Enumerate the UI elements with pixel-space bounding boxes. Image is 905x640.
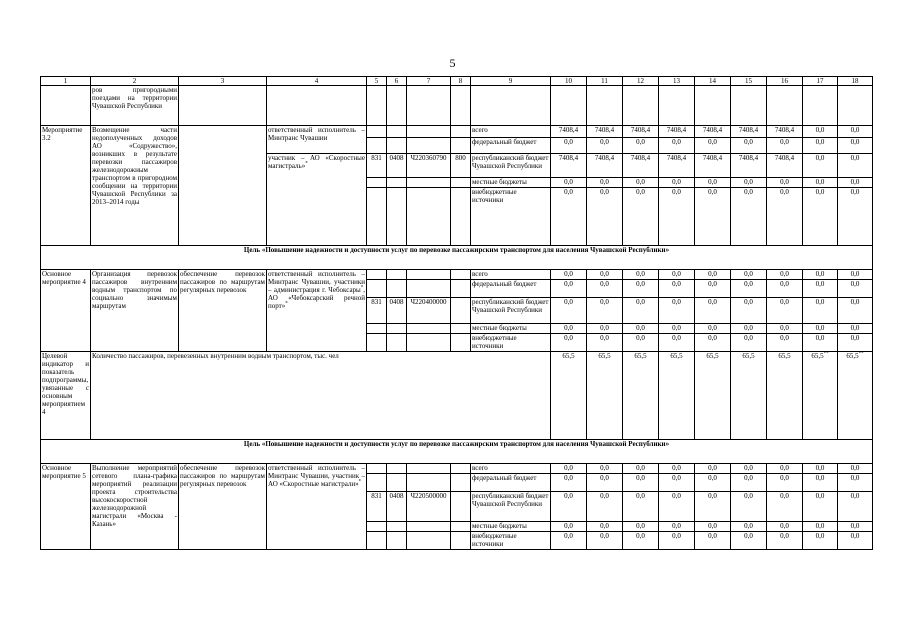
- value-cell: 0,0: [731, 188, 767, 246]
- value-cell: 0,0: [838, 522, 873, 532]
- funding-source: федеральный бюджет: [471, 474, 551, 492]
- measure-name: Мероприятие 3.2: [41, 126, 91, 246]
- code-cell: Ч220500000: [407, 492, 451, 522]
- value-cell: 0,0: [551, 138, 587, 154]
- value-cell: 0,0: [803, 270, 838, 280]
- value-cell: 0,0: [659, 178, 695, 188]
- value-cell: 0,0: [623, 138, 659, 154]
- funding-source: федеральный бюджет: [471, 280, 551, 298]
- value-cell: 0,0: [587, 522, 623, 532]
- responsible: ответственный исполнитель – Минтранс Чувашии, участник – АО «Скоростные магистрали»*: [267, 464, 367, 550]
- col-header: 9: [471, 77, 551, 86]
- value-cell: 0,0: [551, 532, 587, 550]
- value-cell: 0,0: [803, 298, 838, 324]
- funding-source: федеральный бюджет: [471, 138, 551, 154]
- value-cell: 0,0: [587, 324, 623, 334]
- value-cell: 0,0: [587, 532, 623, 550]
- value-cell: 0,0: [587, 334, 623, 352]
- value-cell: 0,0: [767, 324, 803, 334]
- value-cell: 0,0: [695, 138, 731, 154]
- value-cell: 0,0: [551, 464, 587, 474]
- value-cell: 0,0: [838, 532, 873, 550]
- value-cell: 0,0: [659, 138, 695, 154]
- value-cell: 0,0: [551, 188, 587, 246]
- funding-source: всего: [471, 464, 551, 474]
- funding-source: республиканский бюджет Чувашской Республики: [471, 154, 551, 178]
- value-cell: 0,0: [551, 178, 587, 188]
- measure-name: Основное мероприятие 4: [41, 270, 91, 352]
- value-cell: 0,0: [767, 270, 803, 280]
- value-cell: 0,0: [623, 324, 659, 334]
- value-cell: 0,0: [623, 270, 659, 280]
- value-cell: 0,0: [659, 474, 695, 492]
- value-cell: 0,0: [623, 532, 659, 550]
- value-cell: 7408,4: [731, 154, 767, 178]
- indicator-row: [41, 352, 873, 440]
- value-cell: 0,0: [551, 270, 587, 280]
- funding-source: республиканский бюджет Чувашской Республики: [471, 298, 551, 324]
- col-header: 15: [731, 77, 767, 86]
- funding-source: внебюджетные источники: [471, 334, 551, 352]
- value-cell: 0,0: [838, 474, 873, 492]
- funding-source: местные бюджеты: [471, 178, 551, 188]
- column-number-row: [41, 77, 873, 86]
- value-cell: 0,0: [659, 522, 695, 532]
- col-header: 2: [91, 77, 179, 86]
- value-cell: 0,0: [623, 522, 659, 532]
- value-cell: 65,5: [659, 352, 695, 440]
- col-header: 7: [407, 77, 451, 86]
- value-cell: 0,0: [838, 178, 873, 188]
- value-cell: 0,0: [803, 334, 838, 352]
- value-cell: 0,0: [731, 298, 767, 324]
- value-cell: 0,0: [623, 298, 659, 324]
- value-cell: 0,0: [551, 492, 587, 522]
- measure-description: Выполнение мероприятий сетевого плана-графика мероприятий реализации проекта строительства высокоскоростной железнодорожной магистрали «Москва - Казань»: [91, 464, 179, 550]
- goal-heading: Цель «Повышение надежности и доступности услуг по перевозке пассажирским транспортом для населения Чувашской Республики»: [41, 440, 873, 464]
- table-row: [41, 270, 873, 280]
- col-header: 17: [803, 77, 838, 86]
- value-cell: 7408,4: [623, 154, 659, 178]
- goal-row: [41, 440, 873, 464]
- value-cell: 0,0: [587, 298, 623, 324]
- value-cell: 0,0: [803, 492, 838, 522]
- value-cell: 0,0: [803, 522, 838, 532]
- value-cell: 0,0: [623, 464, 659, 474]
- value-cell: 0,0: [838, 298, 873, 324]
- value-cell: 0,0: [623, 334, 659, 352]
- value-cell: 0,0: [551, 522, 587, 532]
- value-cell: 0,0: [551, 334, 587, 352]
- funding-source: всего: [471, 270, 551, 280]
- value-cell: 65,5: [695, 352, 731, 440]
- value-cell: 0,0: [803, 474, 838, 492]
- col-header: 4: [267, 77, 367, 86]
- value-cell: 0,0: [695, 188, 731, 246]
- value-cell: 7408,4: [587, 154, 623, 178]
- value-cell: 0,0: [623, 188, 659, 246]
- col-header: 18: [838, 77, 873, 86]
- value-cell: 0,0: [695, 334, 731, 352]
- value-cell: 0,0: [803, 126, 838, 138]
- value-cell: 0,0: [803, 280, 838, 298]
- value-cell: 0,0: [551, 298, 587, 324]
- value-cell: 0,0: [767, 474, 803, 492]
- value-cell: 0,0: [623, 280, 659, 298]
- value-cell: 0,0: [767, 522, 803, 532]
- measure-description: Организация перевозок пассажиров внутренним водным транспортом по социально значимым маршрутам: [91, 270, 179, 352]
- value-cell: 0,0: [551, 280, 587, 298]
- value-cell: 0,0: [838, 154, 873, 178]
- code-cell: 800: [451, 154, 471, 178]
- value-cell: 0,0: [587, 492, 623, 522]
- col-header: 11: [587, 77, 623, 86]
- value-cell: 0,0: [659, 270, 695, 280]
- value-cell: 0,0: [551, 474, 587, 492]
- page-number: 5: [449, 56, 456, 70]
- value-cell: 0,0: [659, 280, 695, 298]
- value-cell: 0,0: [587, 188, 623, 246]
- measure-name: Основное мероприятие 5: [41, 464, 91, 550]
- funding-source: внебюджетные источники: [471, 532, 551, 550]
- value-cell: 0,0: [731, 464, 767, 474]
- value-cell: 65,5: [587, 352, 623, 440]
- code-cell: 831: [367, 298, 387, 324]
- indicator-text: Количество пассажиров, перевезенных внутренним водным транспортом, тыс. чел: [91, 352, 551, 440]
- value-cell: 0,0: [587, 178, 623, 188]
- funding-source: республиканский бюджет Чувашской Республики: [471, 492, 551, 522]
- value-cell: 7408,4: [659, 126, 695, 138]
- col-header: 16: [767, 77, 803, 86]
- goal-row: [41, 246, 873, 270]
- value-cell: 0,0: [767, 532, 803, 550]
- participant: участник – АО «Скоростные магистраль»*: [267, 154, 367, 246]
- col-header: 1: [41, 77, 91, 86]
- value-cell: 0,0: [803, 138, 838, 154]
- value-cell: 0,0: [695, 280, 731, 298]
- code-cell: 0408: [387, 492, 407, 522]
- value-cell: 0,0: [731, 270, 767, 280]
- code-cell: 831: [367, 492, 387, 522]
- value-cell: 0,0: [659, 532, 695, 550]
- value-cell: 0,0: [659, 334, 695, 352]
- value-cell: 0,0: [623, 492, 659, 522]
- value-cell: 0,0: [587, 464, 623, 474]
- value-cell: 0,0: [695, 270, 731, 280]
- col-header: 5: [367, 77, 387, 86]
- value-cell: 0,0: [767, 188, 803, 246]
- value-cell: 0,0: [731, 178, 767, 188]
- value-cell: 0,0: [731, 492, 767, 522]
- value-cell: 0,0: [838, 324, 873, 334]
- table-row: [41, 464, 873, 474]
- col-header: 6: [387, 77, 407, 86]
- value-cell: 65,5**: [803, 352, 838, 440]
- responsible: ответственный исполнитель – Минтранс Чувашии, участники – администрация г. Чебоксары*, АО «Чебоксарский речной порт»*: [267, 270, 367, 352]
- value-cell: 0,0: [731, 138, 767, 154]
- value-cell: 0,0: [838, 188, 873, 246]
- measure-description: Возмещение части недополученных доходов АО «Содружество», возникших в результате перевозки пассажиров железнодорожным транспортом в пригородном сообщении на территории Чувашской Республики за 2013–2014 годы: [91, 126, 179, 246]
- value-cell: 0,0: [695, 492, 731, 522]
- value-cell: 0,0: [731, 522, 767, 532]
- value-cell: 0,0: [587, 138, 623, 154]
- value-cell: 0,0: [838, 280, 873, 298]
- value-cell: 0,0: [838, 270, 873, 280]
- code-cell: 0408: [387, 154, 407, 178]
- value-cell: 0,0: [803, 324, 838, 334]
- value-cell: 0,0: [695, 324, 731, 334]
- value-cell: 0,0: [767, 334, 803, 352]
- col-header: 10: [551, 77, 587, 86]
- continuation-row: [41, 86, 873, 126]
- code-cell: 0408: [387, 298, 407, 324]
- value-cell: 0,0: [587, 280, 623, 298]
- value-cell: 0,0: [803, 532, 838, 550]
- value-cell: 0,0: [767, 492, 803, 522]
- value-cell: 0,0: [767, 298, 803, 324]
- value-cell: 0,0: [623, 474, 659, 492]
- continuation-text: ров пригородными поездами на территории Чувашской Республики: [91, 86, 179, 126]
- value-cell: 0,0: [695, 532, 731, 550]
- value-cell: 65,5: [623, 352, 659, 440]
- value-cell: 0,0: [731, 280, 767, 298]
- table-row: [41, 126, 873, 138]
- value-cell: 0,0: [695, 464, 731, 474]
- value-cell: 0,0: [587, 270, 623, 280]
- value-cell: 0,0: [803, 154, 838, 178]
- value-cell: 7408,4: [659, 154, 695, 178]
- col-header: 13: [659, 77, 695, 86]
- value-cell: 0,0: [838, 138, 873, 154]
- value-cell: 0,0: [659, 188, 695, 246]
- value-cell: 0,0: [695, 474, 731, 492]
- value-cell: 0,0: [731, 474, 767, 492]
- value-cell: 65,5: [767, 352, 803, 440]
- value-cell: 0,0: [838, 492, 873, 522]
- value-cell: 0,0: [587, 474, 623, 492]
- value-cell: 0,0: [695, 522, 731, 532]
- value-cell: 0,0: [659, 492, 695, 522]
- value-cell: 0,0: [803, 178, 838, 188]
- value-cell: 0,0: [803, 464, 838, 474]
- funding-source: местные бюджеты: [471, 522, 551, 532]
- code-cell: Ч220360790: [407, 154, 451, 178]
- indicator-name: Целевой индикатор и показатель подпрограммы, увязанные с основным мероприятием 4: [41, 352, 91, 440]
- goal-heading: Цель «Повышение надежности и доступности услуг по перевозке пассажирским транспортом для населения Чувашской Республики»: [41, 246, 873, 270]
- value-cell: 65,5: [551, 352, 587, 440]
- value-cell: 0,0: [731, 532, 767, 550]
- funding-source: всего: [471, 126, 551, 138]
- col-header: 14: [695, 77, 731, 86]
- value-cell: 7408,4: [587, 126, 623, 138]
- code-cell: Ч220400000: [407, 298, 451, 324]
- value-cell: 7408,4: [551, 126, 587, 138]
- value-cell: 7408,4: [695, 126, 731, 138]
- value-cell: 0,0: [767, 464, 803, 474]
- value-cell: 0,0: [623, 178, 659, 188]
- value-cell: 0,0: [838, 464, 873, 474]
- col-header: 12: [623, 77, 659, 86]
- value-cell: 0,0: [695, 178, 731, 188]
- responsible: ответственный исполнитель – Минтранс Чувашии: [267, 126, 367, 154]
- funding-source: местные бюджеты: [471, 324, 551, 334]
- value-cell: 0,0: [767, 178, 803, 188]
- value-cell: 7408,4: [551, 154, 587, 178]
- value-cell: 0,0: [838, 334, 873, 352]
- value-cell: 7408,4: [731, 126, 767, 138]
- value-cell: 0,0: [659, 298, 695, 324]
- value-cell: 7408,4: [767, 126, 803, 138]
- value-cell: 0,0: [803, 188, 838, 246]
- program-table: [40, 76, 873, 550]
- value-cell: 0,0: [659, 324, 695, 334]
- value-cell: 0,0: [767, 138, 803, 154]
- value-cell: 0,0: [767, 280, 803, 298]
- measure-goal: обеспечение перевозок пассажиров по маршрутам регулярных перевозок: [179, 464, 267, 550]
- value-cell: 0,0: [731, 334, 767, 352]
- col-header: 8: [451, 77, 471, 86]
- value-cell: 0,0: [695, 298, 731, 324]
- funding-source: внебюджетные источники: [471, 188, 551, 246]
- code-cell: 831: [367, 154, 387, 178]
- value-cell: 0,0: [659, 464, 695, 474]
- value-cell: 0,0: [731, 324, 767, 334]
- value-cell: 7408,4: [623, 126, 659, 138]
- value-cell: 7408,4: [767, 154, 803, 178]
- value-cell: 65,5: [731, 352, 767, 440]
- measure-goal: обеспечение перевозок пассажиров по маршрутам регулярных перевозок: [179, 270, 267, 352]
- value-cell: 65,5**: [838, 352, 873, 440]
- value-cell: 0,0: [838, 126, 873, 138]
- value-cell: 7408,4: [695, 154, 731, 178]
- col-header: 3: [179, 77, 267, 86]
- value-cell: 0,0: [551, 324, 587, 334]
